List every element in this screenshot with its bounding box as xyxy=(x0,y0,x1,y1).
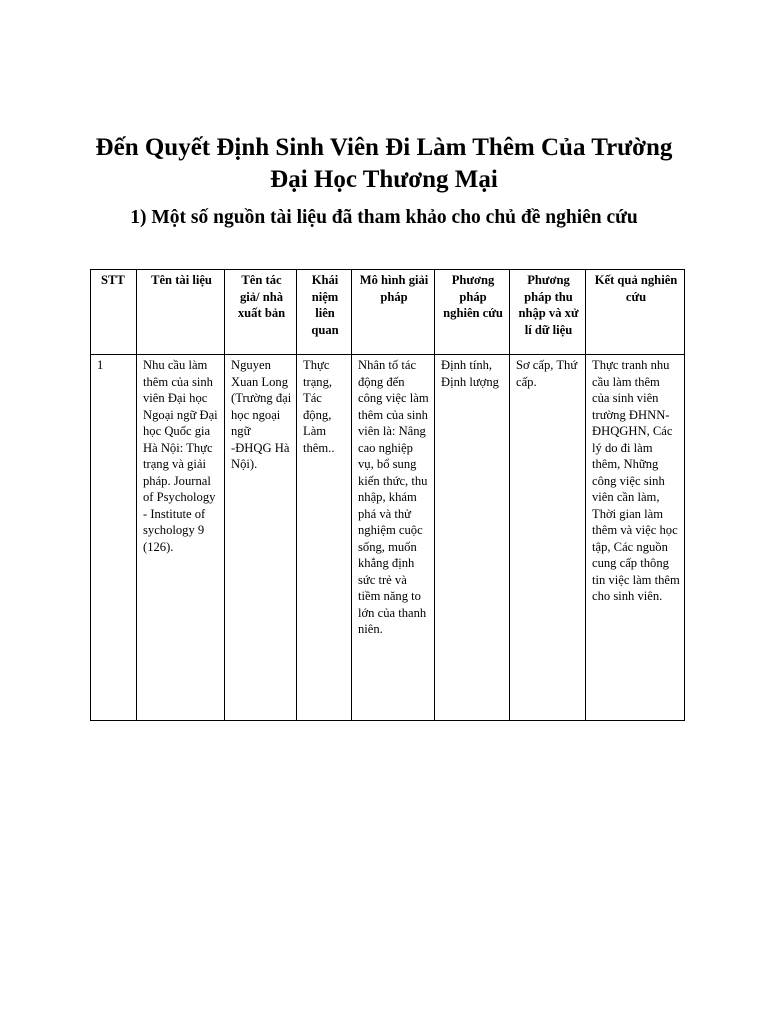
table-row xyxy=(91,355,685,721)
header-research-results: Kết quả nghiên cứu xyxy=(586,270,685,355)
header-stt: STT xyxy=(91,270,137,355)
document-title-line-2: Đại Học Thương Mại xyxy=(270,166,498,193)
references-table xyxy=(90,269,685,721)
table-header-row xyxy=(91,270,685,355)
document-title xyxy=(40,132,728,196)
header-author-publisher: Tên tác giả/ nhà xuất bản xyxy=(225,270,297,355)
header-data-collection-method: Phương pháp thu nhập và xử lí dữ liệu xyxy=(510,270,586,355)
document-title-line-1: Đến Quyết Định Sinh Viên Đi Làm Thêm Của Trường xyxy=(95,134,673,161)
section-heading: 1) Một số nguồn tài liệu đã tham khảo cho chủ đề nghiên cứu xyxy=(130,207,638,228)
cell-research-method: Định tính, Định lượng xyxy=(435,355,510,721)
cell-stt: 1 xyxy=(91,355,137,721)
cell-document-name: Nhu cầu làm thêm của sinh viên Đại học Ngoại ngữ Đại học Quốc gia Hà Nội: Thực trạng và giải pháp. Journal of Psychology - Institute of sychology 9 (126). xyxy=(137,355,225,721)
cell-related-concepts: Thực trạng, Tác động, Làm thêm.. xyxy=(297,355,352,721)
cell-research-results: Thực tranh nhu cầu làm thêm của sinh viên trường ĐHNN-ĐHQGHN, Các lý do đi làm thêm, Những công việc sinh viên cần làm, Thời gian làm thêm và việc học tập, Các nguồn cung cấp thông tin việc làm thêm cho sinh viên. xyxy=(586,355,685,721)
header-research-method: Phương pháp nghiên cứu xyxy=(435,270,510,355)
cell-data-collection-method: Sơ cấp, Thứ cấp. xyxy=(510,355,586,721)
header-document-name: Tên tài liệu xyxy=(137,270,225,355)
cell-solution-model: Nhân tố tác động đến công việc làm thêm của sinh viên là: Nâng cao nghiệp vụ, bổ sung kiến thức, thu nhập, khám phá và thử nghiệm cuộc sống, muốn khẳng định sức trẻ và tiềm năng to lớn của thanh niên. xyxy=(352,355,435,721)
header-related-concepts: Khái niệm liên quan xyxy=(297,270,352,355)
cell-author-publisher: Nguyen Xuan Long (Trường đại học ngoại ngữ -ĐHQG Hà Nội). xyxy=(225,355,297,721)
header-solution-model: Mô hình giải pháp xyxy=(352,270,435,355)
